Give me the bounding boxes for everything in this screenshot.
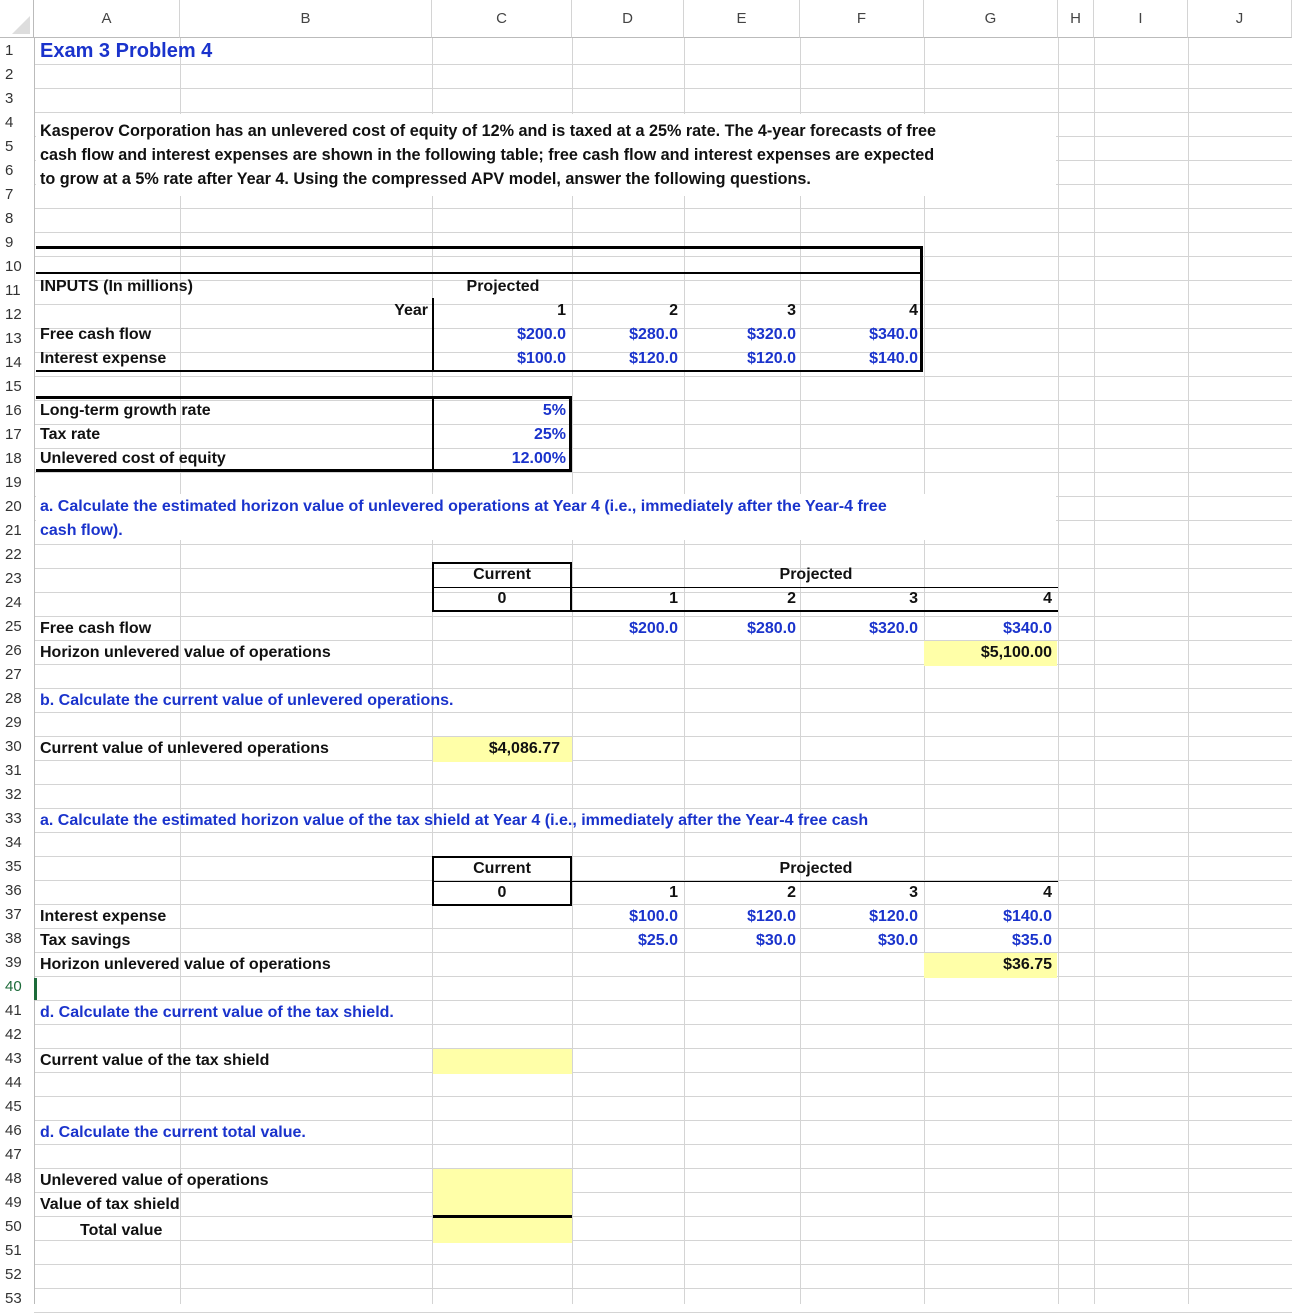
gridline-horizontal <box>34 208 1292 209</box>
gridline-vertical <box>684 38 685 1304</box>
gridline-horizontal <box>34 544 1292 545</box>
qc-hv-label[interactable]: Horizon unlevered value of operations <box>40 956 331 973</box>
gridline-horizontal <box>34 1120 1292 1121</box>
gridline-horizontal <box>34 1072 1292 1073</box>
gridline-horizontal <box>34 1000 1292 1001</box>
gridline-vertical <box>572 38 573 1304</box>
row-header-29[interactable]: 29 <box>5 714 22 731</box>
qc-ts-4[interactable]: $35.0 <box>1011 932 1052 949</box>
qc-projected-label[interactable]: Projected <box>779 860 853 877</box>
qd-input-cell[interactable] <box>433 1049 572 1074</box>
gridline-horizontal <box>34 400 1292 401</box>
gridline-horizontal <box>34 88 1292 89</box>
qc-interest-2[interactable]: $120.0 <box>747 908 796 925</box>
row-header-45[interactable]: 45 <box>5 1098 22 1115</box>
row-header-53[interactable]: 53 <box>5 1290 22 1307</box>
qc-interest-label[interactable]: Interest expense <box>40 908 167 925</box>
row-header-13[interactable]: 13 <box>5 330 22 347</box>
row-header-2[interactable]: 2 <box>5 66 14 83</box>
row-header-38[interactable]: 38 <box>5 930 22 947</box>
inputs-fcf-label[interactable]: Free cash flow <box>40 326 152 343</box>
row-header-44[interactable]: 44 <box>5 1074 22 1091</box>
row-header-4[interactable]: 4 <box>5 114 14 131</box>
inputs-interest-3[interactable]: $120.0 <box>747 350 796 367</box>
row-header-28[interactable]: 28 <box>5 690 22 707</box>
gridline-horizontal <box>34 568 1292 569</box>
qb-label[interactable]: Current value of unlevered operations <box>40 740 329 757</box>
qa-projected-bottom <box>572 610 1058 612</box>
gridline-horizontal <box>34 640 1292 641</box>
inputs-projected-label[interactable]: Projected <box>466 278 540 295</box>
row-header-52[interactable]: 52 <box>5 1266 22 1283</box>
qe-shield-cell[interactable] <box>433 1193 572 1216</box>
gridline-horizontal <box>34 928 1292 929</box>
qc-year-4[interactable]: 4 <box>1043 884 1052 901</box>
inputs-interest-2[interactable]: $120.0 <box>629 350 678 367</box>
row-header-35[interactable]: 35 <box>5 858 22 875</box>
row-header-30[interactable]: 30 <box>5 738 22 755</box>
intro-line-1[interactable]: Kasperov Corporation has an unlevered cost of equity of 12% and is taxed at a 25% rate. The 4-year forecasts of free <box>40 122 936 140</box>
row-header-33[interactable]: 33 <box>5 810 22 827</box>
rates-top-border <box>36 396 572 399</box>
gridline-vertical <box>924 38 925 1304</box>
row-header-31[interactable]: 31 <box>5 762 22 779</box>
row-header-34[interactable]: 34 <box>5 834 22 851</box>
row-header-16[interactable]: 16 <box>5 402 22 419</box>
gridline-horizontal <box>34 952 1292 953</box>
inputs-fcf-4[interactable]: $340.0 <box>869 326 918 343</box>
qe-text[interactable]: d. Calculate the current total value. <box>40 1124 306 1141</box>
column-header-f[interactable]: F <box>800 0 924 38</box>
gridline-horizontal <box>34 1144 1292 1145</box>
inputs-year-3[interactable]: 3 <box>787 302 796 319</box>
row-header-48[interactable]: 48 <box>5 1170 22 1187</box>
qc-projected-divider <box>572 881 1058 882</box>
qc-year-3[interactable]: 3 <box>909 884 918 901</box>
qc-ts-1[interactable]: $25.0 <box>637 932 678 949</box>
column-header-h[interactable]: H <box>1058 0 1094 38</box>
row-header-19[interactable]: 19 <box>5 474 22 491</box>
gridline-horizontal <box>34 112 1292 113</box>
qc-year-0[interactable]: 0 <box>497 884 507 901</box>
column-header-g[interactable]: G <box>924 0 1058 38</box>
qe-total-label[interactable]: Total value <box>80 1222 163 1239</box>
row-header-3[interactable]: 3 <box>5 90 14 107</box>
qc-current-label[interactable]: Current <box>473 860 531 877</box>
gridline-horizontal <box>34 232 1292 233</box>
qc-ts-label[interactable]: Tax savings <box>40 932 131 949</box>
row-header-46[interactable]: 46 <box>5 1122 22 1139</box>
row-header-39[interactable]: 39 <box>5 954 22 971</box>
gridline-horizontal <box>34 712 1292 713</box>
gridline-horizontal <box>34 832 1292 833</box>
inputs-top-border <box>36 246 923 249</box>
qa-year-3[interactable]: 3 <box>909 590 918 607</box>
row-header-43[interactable]: 43 <box>5 1050 22 1067</box>
qd-text[interactable]: d. Calculate the current value of the tax shield. <box>40 1004 394 1021</box>
row-header-27[interactable]: 27 <box>5 666 22 683</box>
inputs-interest-label[interactable]: Interest expense <box>40 350 167 367</box>
gridline-horizontal <box>34 856 1292 857</box>
gridline-vertical <box>1094 38 1095 1304</box>
gridline-horizontal <box>34 448 1292 449</box>
qa-year-2[interactable]: 2 <box>787 590 796 607</box>
row-header-5[interactable]: 5 <box>5 138 14 155</box>
qc-text[interactable]: a. Calculate the estimated horizon value of the tax shield at Year 4 (i.e., immediately after the Year-4 free cash <box>40 812 869 829</box>
qc-interest-1[interactable]: $100.0 <box>629 908 678 925</box>
sheet-title[interactable]: Exam 3 Problem 4 <box>40 40 213 62</box>
row-header-1[interactable]: 1 <box>5 42 14 59</box>
gridline-horizontal <box>34 1264 1292 1265</box>
row-header-25[interactable]: 25 <box>5 618 22 635</box>
gridline-horizontal <box>34 64 1292 65</box>
qa-hv-label[interactable]: Horizon unlevered value of operations <box>40 644 331 661</box>
growth-value[interactable]: 5% <box>542 402 566 419</box>
row-header-8[interactable]: 8 <box>5 210 14 227</box>
qc-ts-2[interactable]: $30.0 <box>755 932 796 949</box>
inputs-year-1[interactable]: 1 <box>557 302 566 319</box>
row-header-36[interactable]: 36 <box>5 882 22 899</box>
gridline-vertical <box>1058 38 1059 1304</box>
inputs-header[interactable]: INPUTS (In millions) <box>40 278 193 295</box>
column-header-c[interactable]: C <box>432 0 572 38</box>
qa-year-0[interactable]: 0 <box>497 590 507 607</box>
qa-current-divider <box>432 587 572 588</box>
inputs-interest-4[interactable]: $140.0 <box>869 350 918 367</box>
inputs-right-border <box>920 246 923 372</box>
row-header-23[interactable]: 23 <box>5 570 22 587</box>
rates-right-border <box>569 396 572 472</box>
active-cell-indicator[interactable] <box>34 978 37 1000</box>
column-header-j[interactable]: J <box>1188 0 1292 38</box>
qb-value[interactable]: $4,086.77 <box>488 740 560 757</box>
qa-fcf-2[interactable]: $280.0 <box>747 620 796 637</box>
tax-value[interactable]: 25% <box>533 426 566 443</box>
inputs-header-border <box>36 272 923 274</box>
column-header-a[interactable]: A <box>34 0 180 38</box>
gridline-vertical <box>432 38 433 1304</box>
gridline-vertical <box>1188 38 1189 1304</box>
column-header-i[interactable]: I <box>1094 0 1188 38</box>
gridline-horizontal <box>34 760 1292 761</box>
qc-year-2[interactable]: 2 <box>787 884 796 901</box>
qa-fcf-1[interactable]: $200.0 <box>629 620 678 637</box>
row-header-21[interactable]: 21 <box>5 522 22 539</box>
gridline-horizontal <box>34 976 1292 977</box>
row-header-50[interactable]: 50 <box>5 1218 22 1235</box>
rates-bottom-border <box>36 469 572 472</box>
row-header-15[interactable]: 15 <box>5 378 22 395</box>
qe-unlev-cell[interactable] <box>433 1169 572 1194</box>
gridline-horizontal <box>34 376 1292 377</box>
column-header-d[interactable]: D <box>572 0 684 38</box>
qa-projected-divider <box>572 587 1058 588</box>
row-header-12[interactable]: 12 <box>5 306 22 323</box>
qa-year-1[interactable]: 1 <box>669 590 678 607</box>
gridline-horizontal <box>34 1288 1292 1289</box>
inputs-fcf-2[interactable]: $280.0 <box>629 326 678 343</box>
row-header-41[interactable]: 41 <box>5 1002 22 1019</box>
row-header-51[interactable]: 51 <box>5 1242 22 1259</box>
inputs-year-label[interactable]: Year <box>394 302 428 319</box>
column-header-b[interactable]: B <box>180 0 432 38</box>
qc-ts-3[interactable]: $30.0 <box>877 932 918 949</box>
qa-current-label[interactable]: Current <box>473 566 531 583</box>
intro-line-2[interactable]: cash flow and interest expenses are shown in the following table; free cash flow and interest expenses are expected <box>40 146 935 164</box>
qa-fcf-3[interactable]: $320.0 <box>869 620 918 637</box>
row-header-9[interactable]: 9 <box>5 234 14 251</box>
row-header-20[interactable]: 20 <box>5 498 22 515</box>
row-header-40[interactable]: 40 <box>5 978 22 995</box>
row-header-49[interactable]: 49 <box>5 1194 22 1211</box>
inputs-year-2[interactable]: 2 <box>669 302 678 319</box>
column-header-e[interactable]: E <box>684 0 800 38</box>
row-header-18[interactable]: 18 <box>5 450 22 467</box>
inputs-bottom-border <box>36 370 923 372</box>
row-header-37[interactable]: 37 <box>5 906 22 923</box>
qd-label[interactable]: Current value of the tax shield <box>40 1052 270 1069</box>
qe-unlev-label[interactable]: Unlevered value of operations <box>40 1172 269 1189</box>
select-all-corner[interactable] <box>0 0 34 38</box>
row-header-42[interactable]: 42 <box>5 1026 22 1043</box>
gridline-horizontal <box>34 1240 1292 1241</box>
gridline-horizontal <box>34 664 1292 665</box>
row-header-26[interactable]: 26 <box>5 642 22 659</box>
row-header-32[interactable]: 32 <box>5 786 22 803</box>
row-header-14[interactable]: 14 <box>5 354 22 371</box>
gridline-horizontal <box>34 280 1292 281</box>
qa-text-1[interactable]: a. Calculate the estimated horizon value of unlevered operations at Year 4 (i.e., immediately after the Year-4 free <box>40 498 887 515</box>
inputs-fcf-1[interactable]: $200.0 <box>517 326 566 343</box>
qc-interest-4[interactable]: $140.0 <box>1003 908 1052 925</box>
gridline-horizontal <box>34 1192 1292 1193</box>
row-header-border <box>34 38 35 1304</box>
gridline-horizontal <box>34 424 1292 425</box>
row-header-17[interactable]: 17 <box>5 426 22 443</box>
row-header-11[interactable]: 11 <box>5 282 21 299</box>
qc-hv-value[interactable]: $36.75 <box>1003 956 1052 973</box>
gridline-horizontal <box>34 688 1292 689</box>
row-header-22[interactable]: 22 <box>5 546 22 563</box>
row-header-24[interactable]: 24 <box>5 594 22 611</box>
row-header-7[interactable]: 7 <box>5 186 14 203</box>
inputs-year-4[interactable]: 4 <box>909 302 918 319</box>
intro-line-3[interactable]: to grow at a 5% rate after Year 4. Using the compressed APV model, answer the following questions. <box>40 170 811 188</box>
gridline-horizontal <box>34 808 1292 809</box>
row-header-10[interactable]: 10 <box>5 258 22 275</box>
gridline-horizontal <box>34 1096 1292 1097</box>
qc-interest-3[interactable]: $120.0 <box>869 908 918 925</box>
qa-text-2[interactable]: cash flow). <box>40 522 123 539</box>
qc-year-1[interactable]: 1 <box>669 884 678 901</box>
row-header-6[interactable]: 6 <box>5 162 14 179</box>
tax-label[interactable]: Tax rate <box>40 426 101 443</box>
qa-hv-value[interactable]: $5,100.00 <box>980 644 1052 661</box>
gridline-horizontal <box>34 256 1292 257</box>
gridline-horizontal <box>34 784 1292 785</box>
gridline-vertical <box>180 38 181 1304</box>
cost-value[interactable]: 12.00% <box>511 450 566 467</box>
qe-shield-label[interactable]: Value of tax shield <box>40 1196 180 1213</box>
gridline-horizontal <box>34 1048 1292 1049</box>
qa-year-4[interactable]: 4 <box>1043 590 1052 607</box>
row-header-47[interactable]: 47 <box>5 1146 22 1163</box>
qc-current-divider <box>432 881 572 882</box>
qb-text[interactable]: b. Calculate the current value of unlevered operations. <box>40 692 454 709</box>
gridline-horizontal <box>34 616 1292 617</box>
qa-fcf-4[interactable]: $340.0 <box>1003 620 1052 637</box>
growth-label[interactable]: Long-term growth rate <box>40 402 211 419</box>
gridline-horizontal <box>34 1168 1292 1169</box>
gridline-horizontal <box>34 904 1292 905</box>
gridline-horizontal <box>34 1216 1292 1217</box>
gridline-horizontal <box>34 736 1292 737</box>
qa-projected-label[interactable]: Projected <box>779 566 853 583</box>
inputs-fcf-3[interactable]: $320.0 <box>747 326 796 343</box>
gridline-horizontal <box>34 1024 1292 1025</box>
inputs-interest-1[interactable]: $100.0 <box>517 350 566 367</box>
qe-total-cell[interactable] <box>433 1218 572 1243</box>
cost-label[interactable]: Unlevered cost of equity <box>40 450 226 467</box>
qa-fcf-label[interactable]: Free cash flow <box>40 620 152 637</box>
gridline-horizontal <box>34 472 1292 473</box>
gridline-vertical <box>800 38 801 1304</box>
